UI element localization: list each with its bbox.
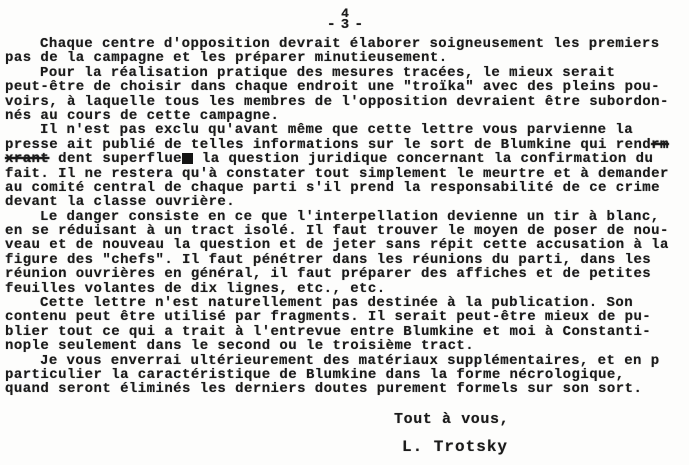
text-segment: Il n'est pas exclu qu'avant même que cette lettre vous parvienne la [40, 122, 634, 139]
paragraph [5, 123, 686, 209]
text-segment: veau et de nouveau la question et de jeter sans répit cette accusation à la [5, 237, 669, 254]
text-line [5, 138, 686, 152]
text-segment: particulier la caractéristique de Blumkine dans la forme nécrologique, [5, 366, 625, 383]
inked-out-blob [182, 153, 193, 164]
text-line [5, 210, 686, 224]
page-number-header [5, 8, 686, 31]
struck-out-text: xrant [5, 151, 50, 168]
text-line [5, 95, 686, 109]
text-line [5, 238, 686, 252]
page-number-dash-right: - [354, 16, 365, 33]
text-line [5, 267, 686, 281]
paragraph [5, 66, 686, 124]
text-segment: presse ait publié de telles informations sur le sort de Blumkine qui rend [5, 136, 652, 153]
text-line [5, 66, 686, 80]
text-segment: nople seulement dans le second ou le troisième tract. [5, 338, 475, 355]
text-line [5, 152, 686, 166]
text-line [5, 195, 686, 209]
text-line [5, 354, 686, 368]
text-line [5, 51, 686, 65]
page-number-original: 3 [340, 17, 351, 33]
text-segment: dent superflue [49, 151, 183, 168]
text-segment: réunion ouvrières en général, il faut préparer des affiches et de petites [5, 266, 652, 283]
paragraph [5, 37, 686, 66]
text-segment: fait. Il ne restera qu'à constater tout simplement le meurtre et à demander [5, 165, 669, 182]
text-segment: voirs, à laquelle tous les membres de l'opposition devraient être subordon- [5, 93, 669, 110]
page-number-correction-stack [341, 8, 350, 31]
paragraph [5, 210, 686, 296]
text-line [5, 80, 686, 94]
page-number-dash-left: - [326, 16, 337, 33]
text-segment: en se réduisant à un tract isolé. Il faut trouver le moyen de poser de nou- [5, 223, 669, 240]
text-segment: Je vous enverrai ultérieurement des matériaux supplémentaires, et en p [40, 352, 660, 369]
page-number-corrected: 4 [341, 6, 350, 21]
text-segment: quand seront éliminés les derniers doutes purement formels sur son sort. [5, 381, 643, 398]
text-line [5, 282, 686, 296]
signature: L. Trotsky [402, 437, 509, 456]
letter-closing: Tout à vous, [394, 410, 510, 428]
text-line [5, 167, 686, 181]
text-segment: Cette lettre n'est naturellement pas destinée à la publication. Son [40, 295, 634, 312]
struck-out-text: rm [651, 136, 669, 153]
text-line [5, 123, 686, 137]
text-segment: Pour la réalisation pratique des mesures tracées, le mieux serait [40, 64, 616, 81]
text-line [5, 310, 686, 324]
paragraph [5, 296, 686, 354]
text-segment: figure des "chefs". Il faut pénétrer dans les réunions du parti, dans les [5, 251, 652, 268]
text-segment: devant la classe ouvrière. [5, 194, 236, 211]
document-body [5, 37, 686, 397]
text-segment: feuilles volantes de dix lignes, etc., etc. [5, 280, 386, 297]
text-segment: peut-être de choisir dans chaque endroit une "troïka" avec des pleins pou- [5, 79, 661, 96]
text-segment: contenu peut être utilisé par fragments. Il serait peut-être mieux de pu- [5, 309, 652, 326]
text-line [5, 382, 686, 396]
text-segment: pas de la campagne et les préparer minutieusement. [5, 50, 448, 67]
text-segment: Chaque centre d'opposition devrait élaborer soigneusement les premiers [40, 36, 660, 52]
text-segment: blier tout ce qui a trait à l'entrevue entre Blumkine et moi à Constanti- [5, 323, 652, 340]
text-segment: au comité central de chaque parti s'il prend la responsabilité de ce crime [5, 179, 661, 196]
text-segment: nés au cours de cette campagne. [5, 107, 280, 124]
paragraph [5, 354, 686, 397]
text-segment: Le danger consiste en ce que l'interpellation devienne un tir à blanc, [40, 208, 660, 225]
text-segment: la question juridique concernant la confirmation du [193, 151, 654, 168]
text-line [5, 339, 686, 353]
